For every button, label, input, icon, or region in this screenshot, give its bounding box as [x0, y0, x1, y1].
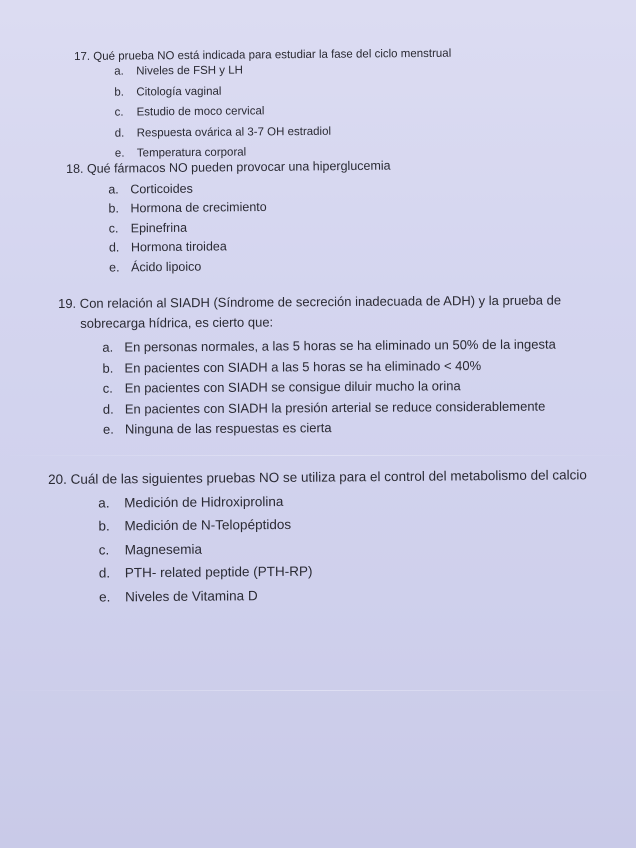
option-letter: d. [98, 565, 111, 581]
option-text: Ninguna de las respuestas es cierta [124, 420, 332, 437]
question-number: 20. [48, 471, 67, 487]
option-letter: a. [108, 182, 119, 197]
option-text: Epinefrina [130, 220, 188, 235]
option-letter: c. [108, 221, 119, 236]
option-letter: d. [108, 240, 120, 255]
question-20 [48, 467, 588, 613]
option-text: Hormona tiroidea [130, 239, 227, 255]
option-letter: b. [102, 360, 114, 376]
answer-options [114, 63, 452, 168]
option-text: Ácido lipoico [131, 259, 202, 274]
question-17 [74, 47, 452, 169]
option-text: Medición de N-Telopéptidos [124, 517, 292, 534]
option-letter: e. [114, 147, 125, 161]
question-number: 18. [66, 161, 84, 176]
question-number: 19. [58, 295, 77, 311]
question-19-text [58, 290, 561, 334]
option-e [103, 418, 562, 442]
option-letter: c. [102, 380, 113, 396]
option-letter: e. [109, 260, 120, 275]
answer-options [108, 179, 392, 279]
option-text: En pacientes con SIADH la presión arterial se reduce considerablemente [124, 398, 546, 417]
option-text: Estudio de moco cervical [136, 105, 265, 119]
option-letter: b. [98, 518, 110, 534]
question-18 [66, 159, 392, 281]
question-prompt: Cuál de las siguientes pruebas NO se utiliza para el control del metabolismo del calcio [70, 467, 587, 487]
option-letter: a. [102, 339, 114, 355]
option-text: En pacientes con SIADH se consigue diluir mucho la orina [124, 378, 461, 396]
option-text: Corticoides [130, 181, 193, 196]
option-letter: b. [114, 86, 125, 99]
option-text: Medición de Hidroxiprolina [124, 493, 284, 511]
question-number: 17. [74, 50, 91, 63]
option-letter: b. [108, 201, 120, 216]
option-text: Niveles de FSH y LH [136, 64, 243, 78]
option-text: Respuesta ovárica al 3-7 OH estradiol [136, 125, 332, 140]
option-a [114, 63, 451, 86]
question-prompt-line-2: sobrecarga hídrica, es cierto que: [80, 314, 274, 331]
answer-options [98, 491, 588, 613]
option-text: Temperatura corporal [136, 146, 247, 160]
option-text: Magnesemia [124, 541, 203, 558]
option-text: Citología vaginal [136, 85, 222, 99]
option-d [115, 125, 452, 148]
option-letter: e. [99, 589, 111, 605]
option-text: Hormona de crecimiento [130, 200, 267, 216]
question-18-text [66, 159, 391, 178]
option-letter: c. [98, 542, 110, 558]
question-19 [58, 290, 562, 442]
option-e [109, 257, 392, 279]
question-20-text [48, 467, 587, 489]
question-prompt-line-1: Con relación al SIADH (Síndrome de secreción inadecuada de ADH) y la prueba de [79, 292, 562, 311]
option-text: Niveles de Vitamina D [125, 588, 258, 605]
option-letter: a. [114, 65, 124, 79]
option-text: En personas normales, a las 5 horas se ha eliminado un 50% de la ingesta [124, 336, 556, 355]
option-text: PTH- related peptide (PTH-RP) [124, 564, 313, 581]
option-text: En pacientes con SIADH a las 5 horas se ha eliminado < 40% [124, 357, 482, 376]
answer-options [102, 336, 562, 442]
option-letter: c. [114, 106, 124, 120]
paper-fold-line [0, 690, 636, 691]
option-letter: d. [102, 401, 114, 417]
option-letter: a. [98, 495, 110, 511]
option-c [114, 104, 451, 127]
question-prompt: Qué prueba NO está indicada para estudiar la fase del ciclo menstrual [93, 47, 452, 63]
option-e [99, 585, 588, 613]
paper-fold-line [0, 455, 636, 456]
option-letter: d. [114, 127, 125, 140]
option-letter: e. [102, 421, 114, 437]
question-prompt: Qué fármacos NO pueden provocar una hiperglucemia [86, 158, 391, 176]
question-17-text [74, 47, 451, 65]
option-b [114, 84, 451, 107]
